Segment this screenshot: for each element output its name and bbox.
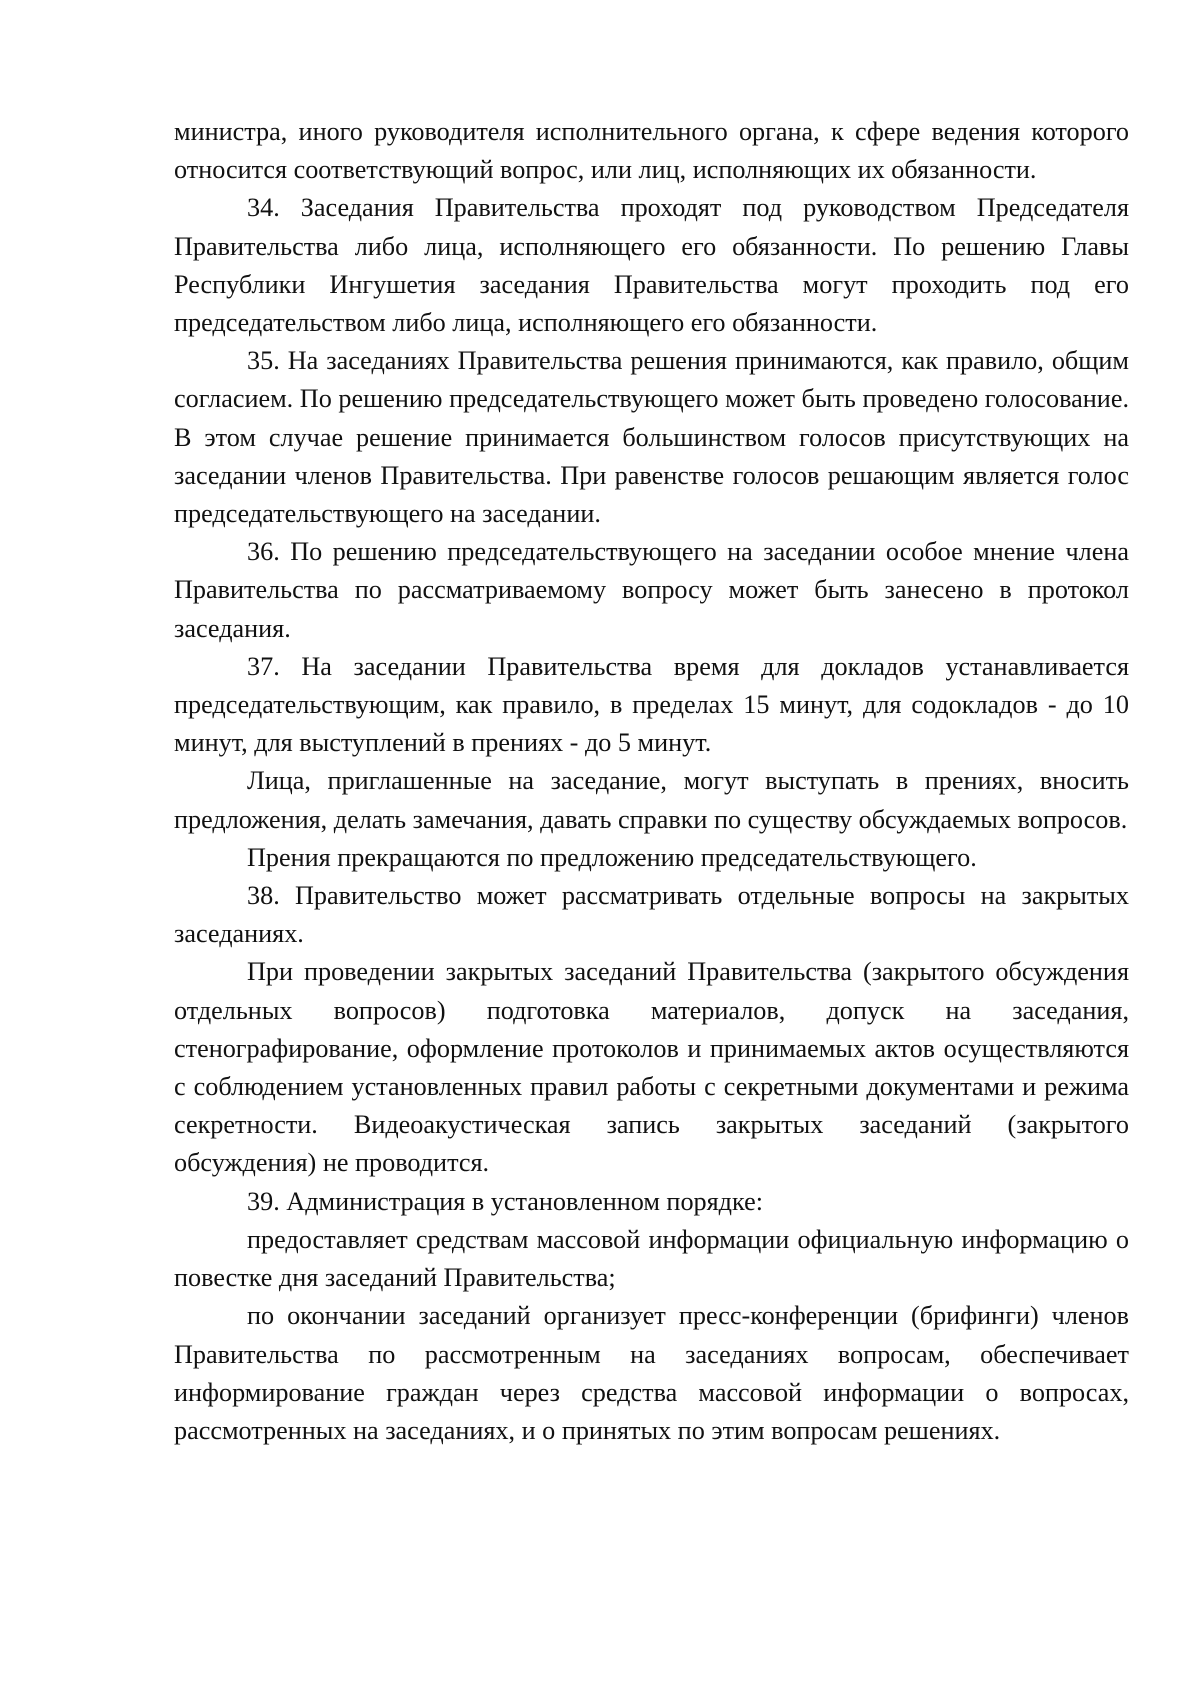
paragraph-36: 36. По решению председательствующего на заседании особое мнение члена Правительства по рассматриваемому вопросу может быть занесено в протокол заседания.: [174, 537, 1129, 643]
paragraph-39-press: по окончании заседаний организует пресс-конференции (брифинги) членов Правительства по рассмотренным на заседаниях вопросам, обеспечивает информирование граждан через средства массовой информации о вопросах, рассмотренных на заседаниях, и о принятых по этим вопросам решениях.: [174, 1301, 1129, 1445]
document-body: [174, 113, 1129, 1450]
paragraph-37-invited: Лица, приглашенные на заседание, могут выступать в прениях, вносить предложения, делать замечания, давать справки по существу обсуждаемых вопросов.: [174, 766, 1129, 834]
paragraph-37: 37. На заседании Правительства время для докладов устанавливается председательствующим, как правило, в пределах 15 минут, для содокладов - до 10 минут, для выступлений в прениях - до 5 минут.: [174, 651, 1129, 758]
paragraph-38: 38. Правительство может рассматривать отдельные вопросы на закрытых заседаниях.: [174, 881, 1129, 949]
paragraph-35: 35. На заседаниях Правительства решения принимаются, как правило, общим согласием. По решению председательствующего может быть проведено голосование. В этом случае решение принимается большинством голосов присутствующих на заседании членов Правительства. При равенстве голосов решающим является голос председательствующего на заседании.: [174, 346, 1129, 529]
paragraph-39-media: предоставляет средствам массовой информации официальную информацию о повестке дня заседаний Правительства;: [174, 1224, 1129, 1293]
paragraph-39: 39. Администрация в установленном порядке:: [247, 1186, 763, 1216]
paragraph-34: 34. Заседания Правительства проходят под руководством Председателя Правительства либо лица, исполняющего его обязанности. По решению Главы Республики Ингушетия заседания Правительства могут проходить под его председательством либо лица, исполняющего его обязанности.: [174, 193, 1129, 338]
paragraph-continuation: министра, иного руководителя исполнительного органа, к сфере ведения которого относится соответствующий вопрос, или лиц, исполняющих их обязанности.: [174, 117, 1129, 185]
paragraph-38-closed-sessions: При проведении закрытых заседаний Правительства (закрытого обсуждения отдельных вопросов) подготовка материалов, допуск на заседания, стенографирование, оформление протоколов и принимаемых актов осуществляются с соблюдением установленных правил работы с секретными документами и режима секретности. Видеоакустическая запись закрытых заседаний (закрытого обсуждения) не проводится.: [174, 957, 1129, 1178]
paragraph-37-debate-end: Прения прекращаются по предложению председательствующего.: [247, 842, 977, 872]
